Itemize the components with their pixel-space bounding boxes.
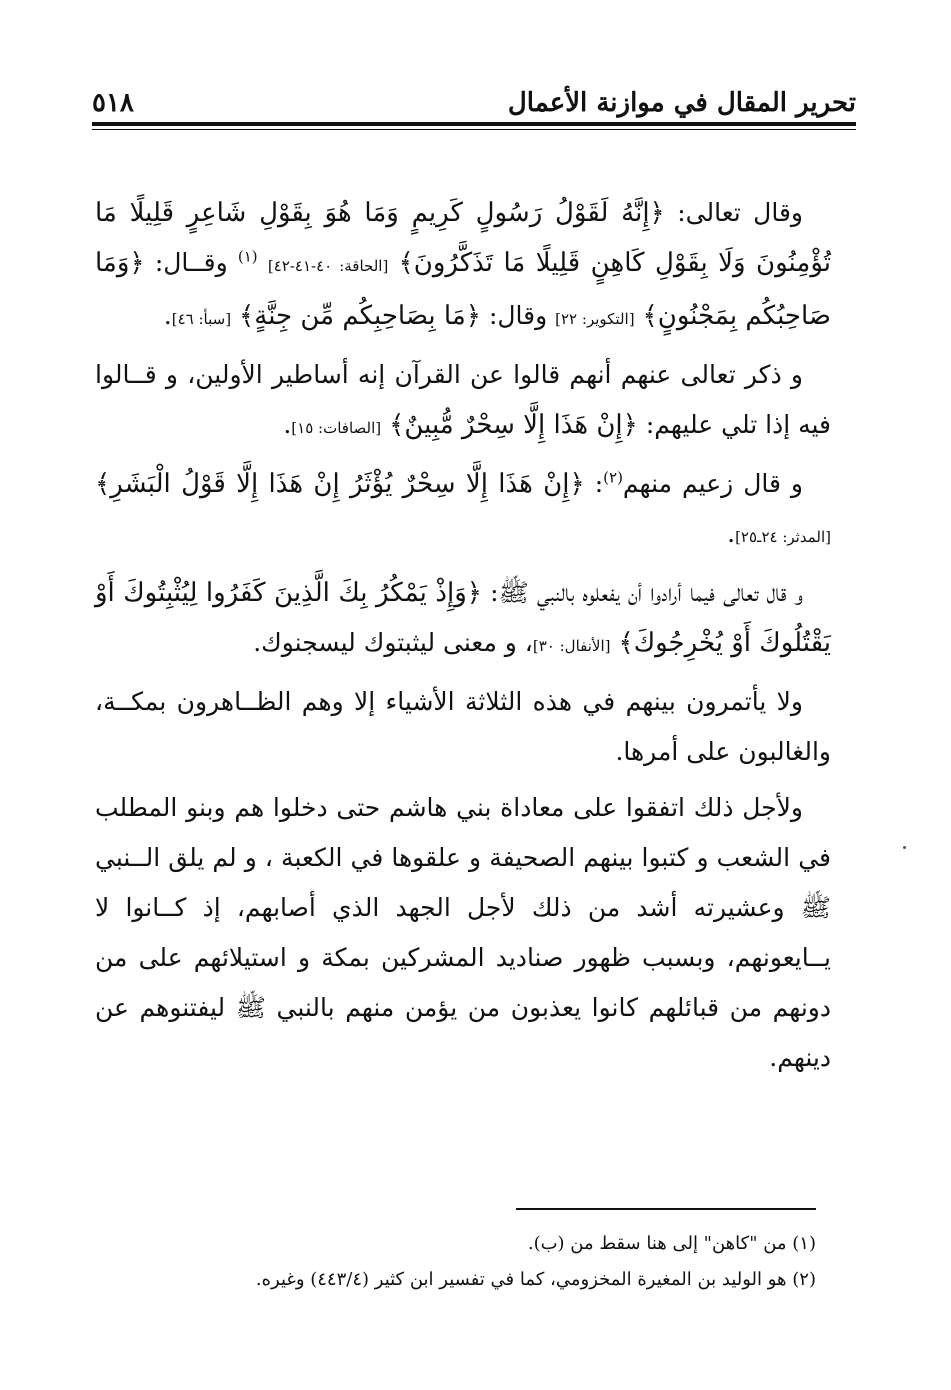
page-number: ٥١٨ [92, 88, 134, 118]
p3-text: و قال زعيم منهم [622, 469, 803, 498]
header-rule-thick [92, 122, 856, 126]
paragraph-3 [95, 459, 831, 562]
p4-end: ، و معنى ليثبتوك ليسجنوك. [253, 628, 533, 657]
p1-end: . [163, 301, 172, 330]
paragraph-5: ولا يأتمرون بينهم في هذه الثلاثة الأشياء إلا وهم الظــاهرون بمكــة، والغالبون على أمرها. [95, 687, 831, 766]
running-header [92, 72, 856, 118]
quran-verse-1: ﴿إِنَّهُ لَقَوْلُ رَسُولٍ كَرِيمٍ وَمَا هُوَ بِقَوْلِ شَاعِرٍ قَلِيلًا مَا تُؤْمِنُونَ وَلَا بِقَوْلِ كَاهِنٍ قَلِيلًا مَا تَذَكَّرُونَ﴾ [95, 198, 831, 278]
verse-ref-3: [سبأ: ٤٦] [171, 310, 232, 328]
quran-verse-3: ﴿مَا بِصَاحِبِكُم مِّن جِنَّةٍ﴾ [239, 301, 481, 331]
quran-verse-6: ﴿وَإِذْ يَمْكُرُ بِكَ الَّذِينَ كَفَرُوا لِيُثْبِتُوكَ أَوْ يَقْتُلُوكَ أَوْ يُخْرِجُوكَ﴾ [95, 578, 831, 658]
footnote-marker-1: (١) [237, 247, 258, 266]
quran-verse-2: ﴿وَمَا صَاحِبُكُم بِمَجْنُونٍ﴾ [95, 248, 831, 331]
p3-end: . [727, 519, 736, 548]
footnote-1: (١) من "كاهن" إلى هنا سقط من (ب). [527, 1233, 816, 1254]
quran-verse-4: ﴿إِنْ هَذَا إِلَّا سِحْرٌ مُّبِينٌ﴾ [389, 410, 638, 440]
verse-ref-6: [الأنفال: ٣٠] [532, 637, 611, 655]
footnote-marker-2: (٢) [603, 468, 623, 487]
verse-ref-1: [الحاقة: ٤٠-٤١-٤٢] [267, 257, 389, 275]
footnotes [120, 1226, 816, 1298]
p1-lead: وقال تعالى: [677, 198, 803, 227]
p3-colon: : [594, 469, 604, 498]
footnote-separator [516, 1208, 816, 1210]
p4-text: و قال تعالى فيما أرادوا أن يفعلوه بالنبي ﷺ: [490, 578, 803, 607]
quran-verse-5: ﴿إِنْ هَذَا إِلَّا سِحْرٌ يُؤْثَرُ إِنْ هَذَا إِلَّا قَوْلُ الْبَشَرِ﴾ [95, 469, 585, 499]
header-rule-thin [92, 129, 856, 130]
p2-end: . [283, 410, 292, 439]
verse-ref-5: [المدثر: ٢٤ـ٢٥] [735, 528, 831, 546]
p2-text: و ذكر تعالى عنهم أنهم قالوا عن القرآن إنه أساطير الأولين، و قــالوا فيه إذا تلي عليهم: [95, 360, 831, 439]
paragraph-6: ولأجل ذلك اتفقوا على معاداة بني هاشم حتى دخلوا هم وبنو المطلب في الشعب و كتبوا بينهم الصحيفة و علقوها في الكعبة ، و لم يلق الــنبي ﷺ وعشيرته أشد من ذلك لأجل الجهد الذي أصابهم، إذ كــانوا لا يــايعونهم، وبسبب ظهور صناديد المشركين بمكة و استيلائهم على من دونهم من قبائلهم كانوا يعذبون من يؤمن منهم بالنبي ﷺ ليفتنوهم عن دينهم. [95, 793, 831, 1072]
main-text [95, 188, 831, 1089]
p1-mid: وقــال: [154, 248, 228, 277]
paragraph-4 [95, 568, 831, 671]
p1-mid2: وقال: [488, 301, 548, 330]
footnote-2: (٢) هو الوليد بن المغيرة المخزومي، كما في تفسير ابن كثير (٤٤٣/٤) وغيره. [255, 1269, 816, 1290]
verse-ref-4: [الصافات: ١٥] [291, 419, 382, 437]
book-title: تحرير المقال في موازنة الأعمال [507, 88, 856, 118]
paragraph-2 [95, 350, 831, 453]
scan-speck [903, 846, 906, 849]
paragraph-1 [95, 188, 831, 344]
verse-ref-2: [التكوير: ٢٢] [555, 310, 635, 328]
